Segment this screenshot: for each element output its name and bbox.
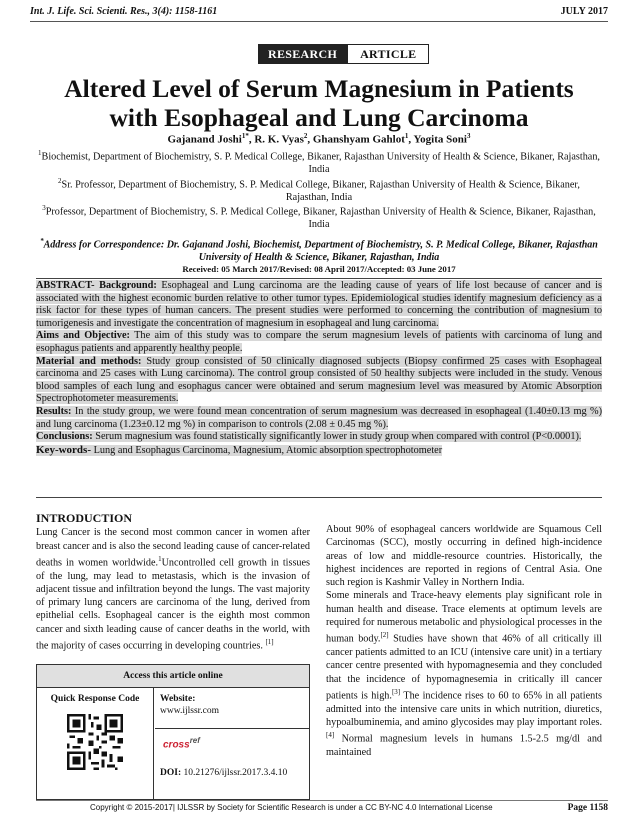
qr-label: Quick Response Code <box>50 694 140 704</box>
page-number: Page 1158 <box>567 803 608 813</box>
abstract-top-rule <box>36 278 602 279</box>
abstract-keywords: Key-words- Lung and Esophagus Carcinoma, Magnesium, Atomic absorption spectrophotometer <box>36 443 443 456</box>
abstract-bottom-rule <box>36 497 602 498</box>
crossref-logo: cross$^{ref}$ <box>163 736 200 751</box>
abstract-methods: Material and methods: Study group consisted of 50 clinically diagnosed subjects (Biopsy confirmed 25 cases with Esophageal carcinoma and 25 cases with Lung carcinoma). The control group consisted of 50 healthy subjects were included in the study. Venous blood samples of each lung and esophagus cancer were obtained and serum magnesium level was measured by Atomic Absorption Spectrophotometer measurements. <box>36 355 603 405</box>
doi-line: DOI: 10.21276/ijlssr.2017.3.4.10 <box>160 768 288 778</box>
paper-title <box>20 74 618 132</box>
body-column-left <box>36 512 310 653</box>
website-column <box>155 688 309 799</box>
running-header <box>30 6 608 20</box>
journal-reference: Int. J. Life. Sci. Scienti. Res., 3(4): 1158-1161 <box>30 6 218 17</box>
abstract-aims: Aims and Objective: The aim of this study was to compare the serum magnesium levels of patients with carcinoma of lung and esophagus patients and apparently healthy people. <box>36 330 603 354</box>
affiliation-1: $^1$Biochemist, Department of Biochemistry, S. P. Medical College, Bikaner, Rajasthan University of Health & Science, Bikaner, Rajasthan, India <box>38 149 600 175</box>
footer-rule <box>36 800 608 801</box>
copyright-notice: Copyright © 2015-2017| IJLSSR by Society for Scientific Research is under a CC BY-NC 4.0 International License <box>90 803 493 812</box>
author-name: Gajanand Joshi <box>167 133 242 146</box>
abstract-background: ABSTRACT- Background: Esophageal and Lung carcinoma are the leading cause of years of life lost because of cancer and is associated with the highest economic burden relative to other tumor types. Epidemiological studies identify magnesium deficiency as a risk factor for these types of human cancers. The present studies were performed to concerning the contribution of magnesium to tumorigenesis and investigate the concentration of magnesium in esophageal and lung carcinoma. <box>36 280 602 329</box>
article-type-badge <box>258 44 429 64</box>
website-label: Website: <box>160 694 196 704</box>
title-line-1: Altered Level of Serum Magnesium in Patients <box>64 74 574 103</box>
qr-code-icon <box>67 714 123 770</box>
qr-column <box>37 688 154 799</box>
title-line-2: with Esophageal and Lung Carcinoma <box>109 103 529 132</box>
intro-paragraph: About 90% of esophageal cancers worldwide are Squamous Cell Carcinomas (SCC), mostly occurring in defined high-incidence areas of low and middle-resource countries. Historically, the highest incidences are reported in regions of Central Asia. One such region is Kashmir Valley in Northern India. <box>326 524 602 589</box>
abstract <box>36 280 602 457</box>
abstract-conclusions: Conclusions: Serum magnesium was found statistically significantly lower in study group when compared with control (P<0.0001). <box>36 431 582 443</box>
intro-paragraph: Lung Cancer is the second most common cancer in women after breast cancer and is also the second leading cause of cancer-related deaths in women worldwide.$^1$Uncontrolled cell growth in tissues of the lung, may lead to metastasis, which is the invasion of adjacent tissue and infiltration beyond the lungs. The vast majority of primary lung cancers are carcinoma of the lung, derived from epithelial cells. Esophageal cancer is the eighth most common cancer and sixth leading cause of cancer deaths in the world, with the majority of cases occurring in developing countries. [1] <box>36 527 310 652</box>
badge-research: RESEARCH <box>258 44 347 64</box>
access-online-box <box>36 664 310 800</box>
abstract-results: Results: In the study group, we were found mean concentration of serum magnesium was decreased in esophageal (1.40±0.13 mg %) and lung carcinoma (1.23±0.12 mg %) in comparison to controls (2.08 ± 0.45 mg %). <box>36 405 602 430</box>
body-column-right <box>326 523 602 759</box>
access-heading: Access this article online <box>37 665 309 688</box>
author-name: Ghanshyam Gahlot <box>312 133 405 146</box>
correspondence-address: *Address for Correspondence: Dr. Gajanand Joshi, Biochemist, Department of Biochemistry, S. P. Medical College, Bikaner, Rajasthan University of Health & Science, Bikaner, Rajasthan, India <box>40 237 598 263</box>
doi-link[interactable]: 10.21276/ijlssr.2017.3.4.10 <box>183 768 288 778</box>
received-dates: Received: 05 March 2017/Revised: 08 April 2017/Accepted: 03 June 2017 <box>182 264 456 274</box>
author-name: Yogita Soni <box>413 133 467 146</box>
header-rule <box>30 21 608 22</box>
affiliation-2: $^2$Sr. Professor, Department of Biochemistry, S. P. Medical College, Bikaner, Rajasthan University of Health & Science, Bikaner, Rajasthan, India <box>58 177 580 203</box>
website-link[interactable]: www.ijlssr.com <box>160 706 220 716</box>
access-divider <box>155 728 309 729</box>
issue-date: JULY 2017 <box>560 6 608 17</box>
author-name: R. K. Vyas <box>254 133 304 146</box>
badge-article: ARTICLE <box>347 44 429 64</box>
section-heading: INTRODUCTION <box>36 511 133 525</box>
author-list: Gajanand Joshi$^{1*}$, R. K. Vyas$^2$, Ghanshyam Gahlot$^1$, Yogita Soni$^3$ <box>167 132 471 146</box>
intro-paragraph: Some minerals and Trace-heavy elements play significant role in human health and disease. Trace elements at optimum levels are required for numerous metabolic and physiological processes in the human body.[2] Studies have shown that 46% of all critically ill cancer patients admitted to an ICU (intensive care unit) in a tertiary cancer centre presented with hypomagnesemia and they concluded that the incidence of hypomagnesemia in critically ill cancer patients is high.[3] The incidence rises to 60 to 65% in all patients admitted into the intensive care units in which nutrition, diuretics, hypoalbuminemia, and amino glycosides may play important roles.[4] Normal magnesium levels in humans 1.5-2.5 mg/dl and maintained <box>326 590 603 758</box>
affiliation-3: $^3$Professor, Department of Biochemistry, S. P. Medical College, Bikaner, Rajasthan University of Health & Science, Bikaner, Rajasthan, India <box>42 204 596 230</box>
